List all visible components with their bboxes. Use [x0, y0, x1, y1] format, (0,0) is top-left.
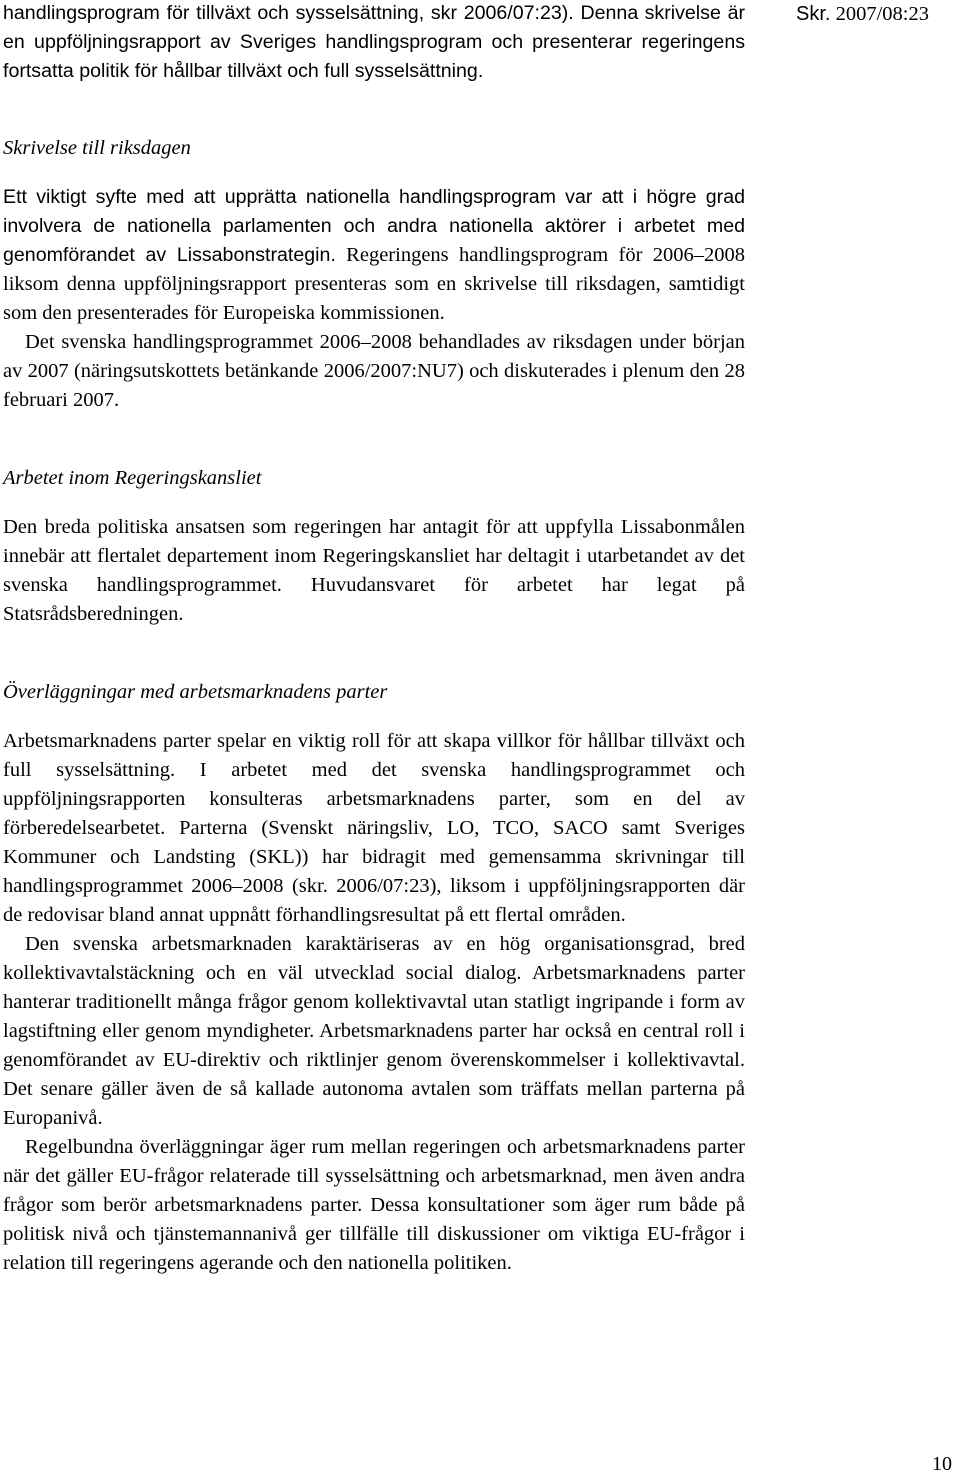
intro-text-part3: presenterar regeringens fortsatta politik för hållbar tillväxt och full sysselsättning. — [3, 31, 746, 82]
paragraph-skrivelse-1 — [3, 183, 745, 328]
spacer — [3, 493, 745, 513]
page-number: 10 — [932, 1453, 952, 1475]
paragraph-skrivelse-2: Det svenska handlingsprogrammet 2006–2008 behandlades av riksdagen under början av 2007 (näringsutskottets betänkande 2006/2007:NU7) och diskuterades i plenum den 28 februari 2007. — [3, 331, 745, 411]
document-body — [3, 0, 745, 1278]
section-heading-skrivelse: Skrivelse till riksdagen — [3, 137, 191, 159]
section-heading-regeringskansliet: Arbetet inom Regeringskansliet — [3, 467, 262, 489]
paragraph-text-sans: Ett viktigt syfte med att upprätta nationella handlingsprogram var att i högre grad involvera de nationella parlamenten och andra nationella aktörer i arbetet med genomförandet av Lissabonstrategin. — [3, 186, 745, 266]
section-heading-arbetsmarknadens-parter: Överläggningar med arbetsmarknadens parter — [3, 681, 388, 703]
spacer — [3, 707, 745, 727]
intro-text-part2: skrivelse är en uppföljningsrapport av Sveriges handlingsprogram och — [3, 2, 745, 53]
reference-prefix: Skr. — [796, 3, 831, 25]
paragraph-parter-2: Den svenska arbetsmarknaden karaktäriseras av en hög organisationsgrad, bred kollektivavtalstäckning och en väl utvecklad social dialog. Arbetsmarknadens parter hanterar traditionellt många frågor genom kollektivavtal utan statligt ingripande i form av lagstiftning eller genom myndigheter. Arbetsmarknadens parter har också en central roll i genomförandet av EU-direktiv och riktlinjer genom överenskommelser i kollektivavtal. Det senare gäller även de så kallade autonoma avtalen som träffats mellan parterna på Europanivå. — [3, 933, 745, 1129]
spacer — [3, 86, 745, 134]
spacer — [3, 629, 745, 678]
intro-text-part1: handlingsprogram för tillväxt och sysselsättning, skr 2006/07:23). Denna — [3, 2, 639, 24]
spacer — [3, 163, 745, 183]
intro-paragraph — [3, 0, 745, 86]
paragraph-regeringskansliet-1: Den breda politiska ansatsen som regeringen har antagit för att uppfylla Lissabonmålen innebär att flertalet departement inom Regeringskansliet har deltagit i utarbetandet av det svenska handlingsprogrammet. Huvudansvaret för arbetet har legat på Statsrådsberedningen. — [3, 516, 745, 625]
paragraph-text-serif: Regeringens handlingsprogram för 2006–2008 liksom denna uppföljningsrapport presenteras som en skrivelse till riksdagen, samtidigt som den presenterades för Europeiska kommissionen. — [3, 244, 745, 324]
reference-number: 2007/08:23 — [835, 3, 929, 25]
document-reference — [796, 0, 946, 29]
spacer — [3, 415, 745, 464]
paragraph-parter-1: Arbetsmarknadens parter spelar en viktig roll för att skapa villkor för hållbar tillväxt och full sysselsättning. I arbetet med det svenska handlingsprogrammet och uppföljningsrapporten konsulteras arbetsmarknadens parter, som en del av förberedelsearbetet. Parterna (Svenskt näringsliv, LO, TCO, SACO samt Sveriges Kommuner och Landsting (SKL)) har bidragit med gemensamma skrivningar till handlingsprogrammet 2006–2008 (skr. 2006/07:23), liksom i uppföljningsrapporten där de redovisar bland annat uppnått förhandlingsresultat på ett flertal områden. — [3, 730, 745, 926]
paragraph-parter-3: Regelbundna överläggningar äger rum mellan regeringen och arbetsmarknadens parter när det gäller EU-frågor relaterade till sysselsättning och arbetsmarknad, men även andra frågor som berör arbetsmarknadens parter. Dessa konsultationer som äger rum både på politisk nivå och tjänstemannanivå ger tillfälle till diskussioner om viktiga EU-frågor i relation till regeringens agerande och den nationella politiken. — [3, 1136, 745, 1274]
